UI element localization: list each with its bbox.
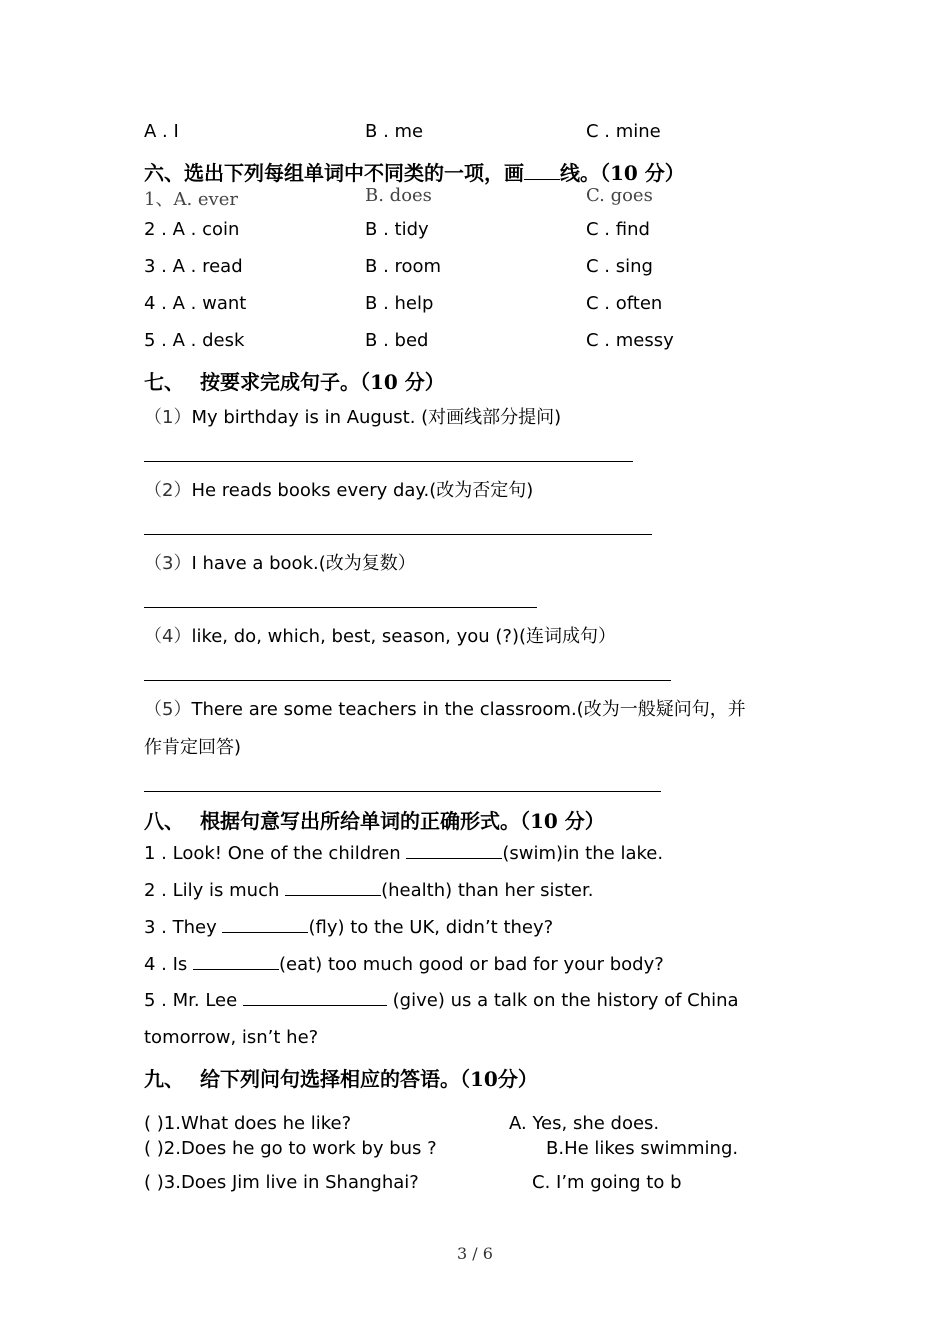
s7-item5-cont: 作肯定回答) [144, 737, 242, 758]
section8-title: 八、 根据句意写出所给单词的正确形式。（10 分） [144, 809, 605, 833]
s9-a1: A. Yes, she does. [509, 1113, 660, 1134]
answer-line-2[interactable] [144, 534, 652, 535]
s8-item5-cont: tomorrow, isn’t he? [144, 1027, 319, 1048]
s8-item4: 4 . Is (eat) too much good or bad for your body? [144, 954, 664, 975]
page-number: 3 / 6 [457, 1244, 493, 1263]
blank-5[interactable] [243, 989, 387, 1006]
s7-item1: （1）My birthday is in August. (对画线部分提问) [144, 407, 562, 428]
s6-row5-a: 5 . A . desk [144, 330, 245, 351]
blank-2[interactable] [285, 879, 381, 896]
s9-q2: ( )2.Does he go to work by bus ? [144, 1138, 437, 1159]
s6-row1-a: 1、A. ever [144, 189, 238, 210]
blank-1[interactable] [406, 842, 502, 859]
section9-title: 九、 给下列问句选择相应的答语。（10分） [144, 1067, 538, 1091]
section6-title: 六、选出下列每组单词中不同类的一项，画 线。（10 分） [144, 161, 685, 185]
answer-line-4[interactable] [144, 680, 671, 681]
s6-row3-b: B . room [365, 256, 442, 277]
option-c: C . mine [586, 121, 661, 142]
s9-a3: C. I’m going to b [532, 1172, 682, 1193]
title-blank [524, 163, 560, 180]
s7-item4: （4）like, do, which, best, season, you (?)(连词成句） [144, 626, 617, 647]
s6-row2-c: C . find [586, 219, 650, 240]
s8-item5: 5 . Mr. Lee (give) us a talk on the history of China [144, 990, 739, 1011]
s8-item3: 3 . They (fly) to the UK, didn’t they? [144, 917, 554, 938]
s6-row4-a: 4 . A . want [144, 293, 247, 314]
s7-item5: （5）There are some teachers in the classroom.(改为一般疑问句，并 [144, 699, 746, 720]
s6-row1-c: C. goes [586, 185, 653, 206]
s6-row2-a: 2 . A . coin [144, 219, 240, 240]
s6-row4-b: B . help [365, 293, 434, 314]
s6-row5-b: B . bed [365, 330, 429, 351]
s6-row4-c: C . often [586, 293, 663, 314]
s6-row2-b: B . tidy [365, 219, 429, 240]
s6-row5-c: C . messy [586, 330, 674, 351]
s7-item3: （3）I have a book.(改为复数） [144, 553, 416, 574]
s9-a2: B.He likes swimming. [546, 1138, 739, 1159]
s9-q3: ( )3.Does Jim live in Shanghai? [144, 1172, 419, 1193]
s6-row1-b: B. does [365, 185, 432, 206]
s9-q1: ( )1.What does he like? [144, 1113, 352, 1134]
answer-line-5[interactable] [144, 791, 661, 792]
s7-item2: （2）He reads books every day.(改为否定句) [144, 480, 534, 501]
section7-title: 七、 按要求完成句子。（10 分） [144, 370, 445, 394]
s6-row3-a: 3 . A . read [144, 256, 243, 277]
option-b: B . me [365, 121, 424, 142]
blank-3[interactable] [222, 916, 308, 933]
s8-item2: 2 . Lily is much (health) than her sister. [144, 880, 594, 901]
option-a: A . I [144, 121, 179, 142]
s8-item1: 1 . Look! One of the children (swim)in the lake. [144, 843, 664, 864]
answer-line-1[interactable] [144, 461, 633, 462]
blank-4[interactable] [193, 953, 279, 970]
s6-row3-c: C . sing [586, 256, 653, 277]
answer-line-3[interactable] [144, 607, 537, 608]
